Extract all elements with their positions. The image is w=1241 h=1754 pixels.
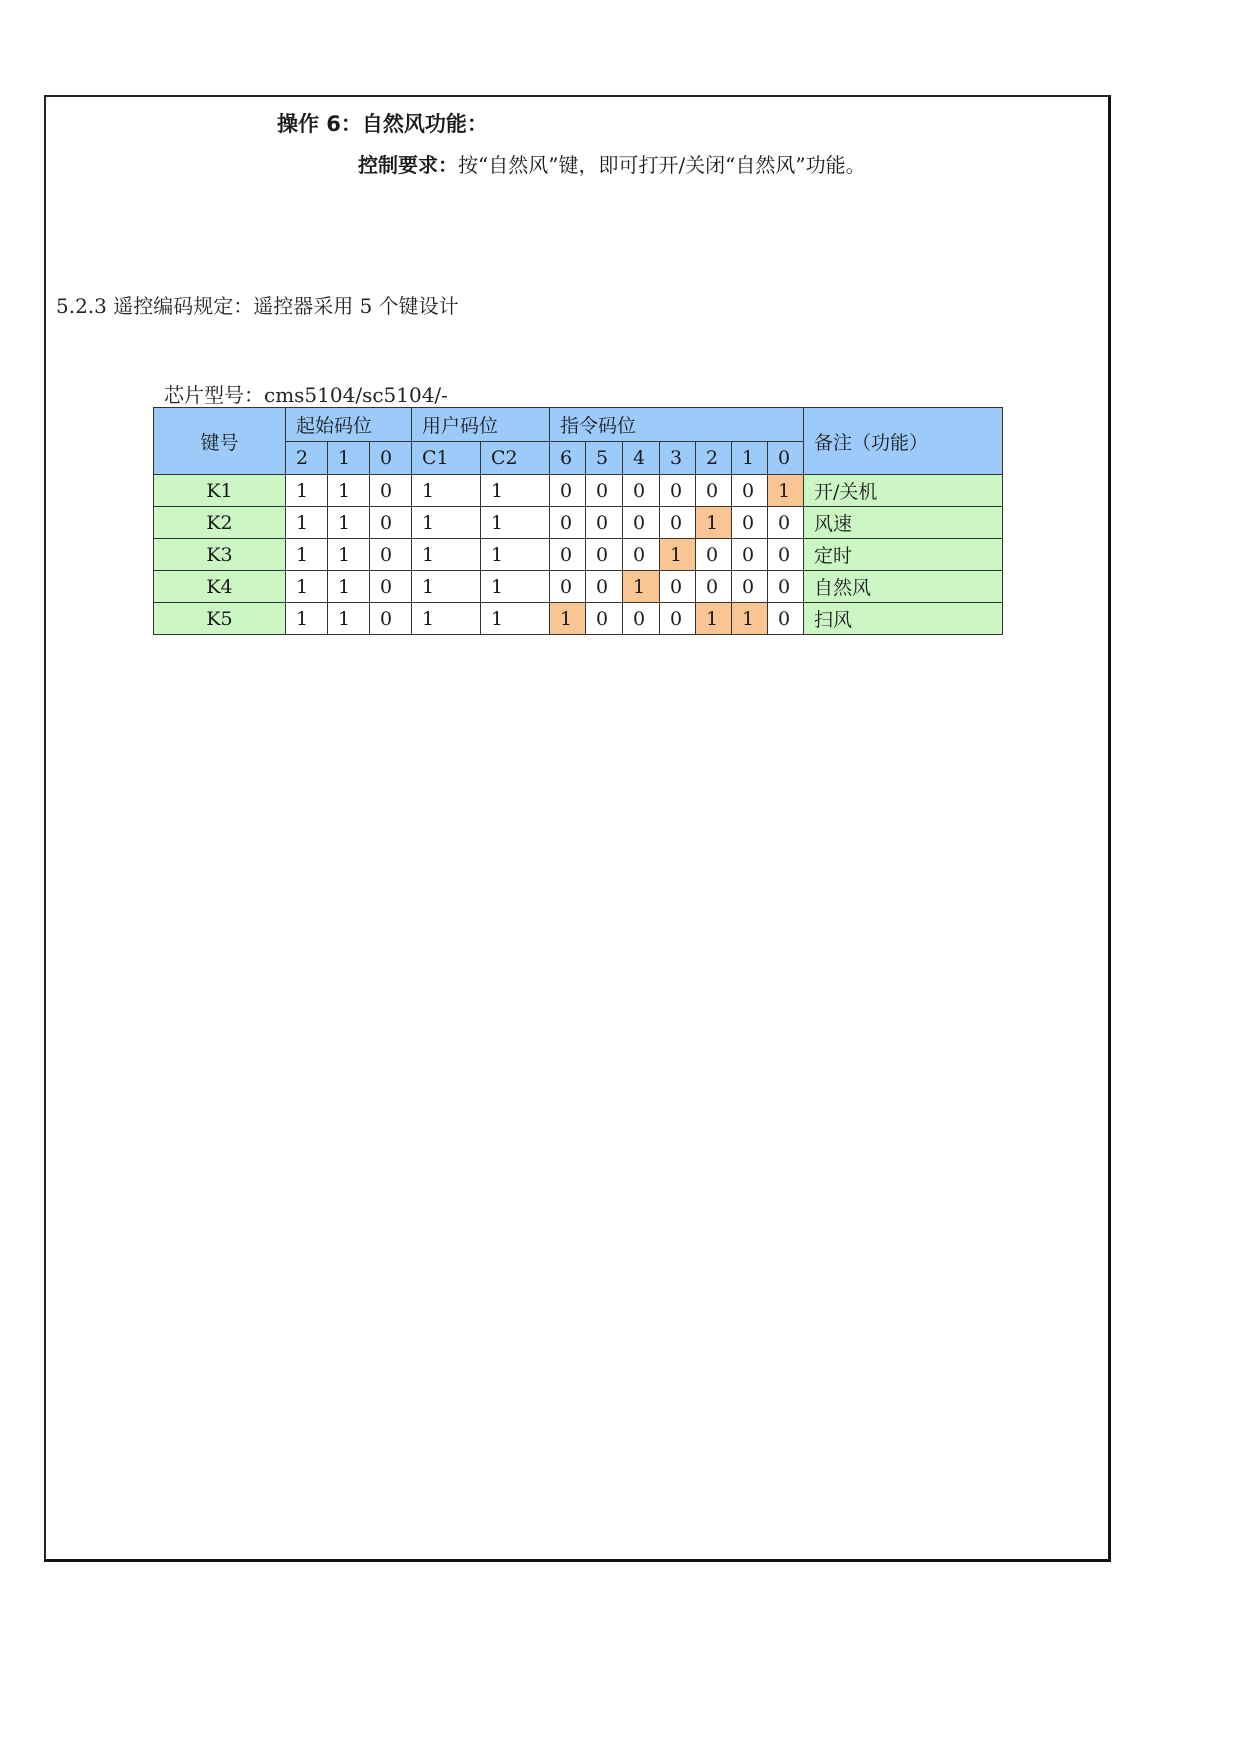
command-bit-cell: 1: [550, 603, 586, 635]
command-bit-cell: 0: [660, 603, 696, 635]
command-bit-cell: 1: [732, 603, 768, 635]
command-bit-cell: 0: [732, 571, 768, 603]
requirement-text: 按“自然风”键，即可打开/关闭“自然风”功能。: [458, 153, 866, 177]
command-bit-cell: 1: [768, 475, 804, 507]
requirement-label: 控制要求：: [358, 153, 458, 177]
table-row: [154, 539, 1003, 571]
user-bit-cell: 1: [412, 571, 481, 603]
bit-label-command: 5: [586, 442, 623, 475]
command-bit-cell: 0: [768, 507, 804, 539]
start-bit-cell: 1: [286, 507, 328, 539]
header-note: 备注（功能）: [804, 408, 1003, 475]
bit-label-user: C2: [481, 442, 550, 475]
user-bit-cell: 1: [412, 475, 481, 507]
note-cell: 扫风: [804, 603, 1003, 635]
command-bit-cell: 1: [623, 571, 660, 603]
start-bit-cell: 1: [286, 539, 328, 571]
start-bit-cell: 1: [286, 571, 328, 603]
operation-title: 操作 6：自然风功能：: [277, 112, 488, 136]
table-row: [154, 603, 1003, 635]
command-bit-cell: 0: [696, 475, 732, 507]
header-user-bits: 用户码位: [412, 408, 550, 442]
start-bit-cell: 1: [286, 603, 328, 635]
user-bit-cell: 1: [481, 603, 550, 635]
command-bit-cell: 0: [550, 475, 586, 507]
start-bit-cell: 1: [328, 507, 370, 539]
user-bit-cell: 1: [481, 571, 550, 603]
start-bit-cell: 1: [328, 603, 370, 635]
bit-label-start: 1: [328, 442, 370, 475]
user-bit-cell: 1: [481, 475, 550, 507]
command-bit-cell: 0: [550, 539, 586, 571]
bit-label-command: 3: [660, 442, 696, 475]
command-bit-cell: 0: [732, 507, 768, 539]
header-key: 键号: [154, 408, 286, 475]
note-cell: 开/关机: [804, 475, 1003, 507]
bit-label-command: 0: [768, 442, 804, 475]
user-bit-cell: 1: [412, 539, 481, 571]
command-bit-cell: 0: [586, 539, 623, 571]
remote-code-table: [153, 407, 1003, 635]
note-cell: 自然风: [804, 571, 1003, 603]
command-bit-cell: 1: [696, 603, 732, 635]
section-heading: 5.2.3 遥控编码规定：遥控器采用 5 个键设计: [56, 294, 459, 318]
start-bit-cell: 0: [370, 603, 412, 635]
note-cell: 风速: [804, 507, 1003, 539]
start-bit-cell: 0: [370, 475, 412, 507]
start-bit-cell: 0: [370, 539, 412, 571]
command-bit-cell: 0: [660, 507, 696, 539]
chip-model-label: 芯片型号：cms5104/sc5104/-: [164, 383, 448, 407]
bit-label-command: 2: [696, 442, 732, 475]
command-bit-cell: 0: [660, 475, 696, 507]
note-cell: 定时: [804, 539, 1003, 571]
command-bit-cell: 0: [623, 603, 660, 635]
start-bit-cell: 1: [328, 475, 370, 507]
key-cell: K3: [154, 539, 286, 571]
table-row: [154, 571, 1003, 603]
bit-label-start: 2: [286, 442, 328, 475]
command-bit-cell: 0: [768, 571, 804, 603]
command-bit-cell: 0: [623, 475, 660, 507]
command-bit-cell: 0: [550, 571, 586, 603]
bit-label-command: 6: [550, 442, 586, 475]
command-bit-cell: 0: [732, 539, 768, 571]
header-start-bits: 起始码位: [286, 408, 412, 442]
user-bit-cell: 1: [481, 507, 550, 539]
start-bit-cell: 1: [286, 475, 328, 507]
start-bit-cell: 0: [370, 507, 412, 539]
command-bit-cell: 1: [660, 539, 696, 571]
control-requirement: [358, 149, 866, 178]
key-cell: K4: [154, 571, 286, 603]
command-bit-cell: 1: [696, 507, 732, 539]
header-command-bits: 指令码位: [550, 408, 804, 442]
user-bit-cell: 1: [412, 507, 481, 539]
command-bit-cell: 0: [586, 507, 623, 539]
command-bit-cell: 0: [623, 507, 660, 539]
command-bit-cell: 0: [732, 475, 768, 507]
user-bit-cell: 1: [412, 603, 481, 635]
key-cell: K1: [154, 475, 286, 507]
bit-label-start: 0: [370, 442, 412, 475]
bit-label-user: C1: [412, 442, 481, 475]
command-bit-cell: 0: [586, 475, 623, 507]
key-cell: K2: [154, 507, 286, 539]
command-bit-cell: 0: [660, 571, 696, 603]
command-bit-cell: 0: [696, 539, 732, 571]
command-bit-cell: 0: [550, 507, 586, 539]
key-cell: K5: [154, 603, 286, 635]
command-bit-cell: 0: [586, 571, 623, 603]
start-bit-cell: 1: [328, 539, 370, 571]
command-bit-cell: 0: [586, 603, 623, 635]
table-row: [154, 475, 1003, 507]
start-bit-cell: 1: [328, 571, 370, 603]
user-bit-cell: 1: [481, 539, 550, 571]
command-bit-cell: 0: [768, 603, 804, 635]
command-bit-cell: 0: [696, 571, 732, 603]
command-bit-cell: 0: [768, 539, 804, 571]
start-bit-cell: 0: [370, 571, 412, 603]
command-bit-cell: 0: [623, 539, 660, 571]
table-row: [154, 507, 1003, 539]
bit-label-command: 1: [732, 442, 768, 475]
bit-label-command: 4: [623, 442, 660, 475]
